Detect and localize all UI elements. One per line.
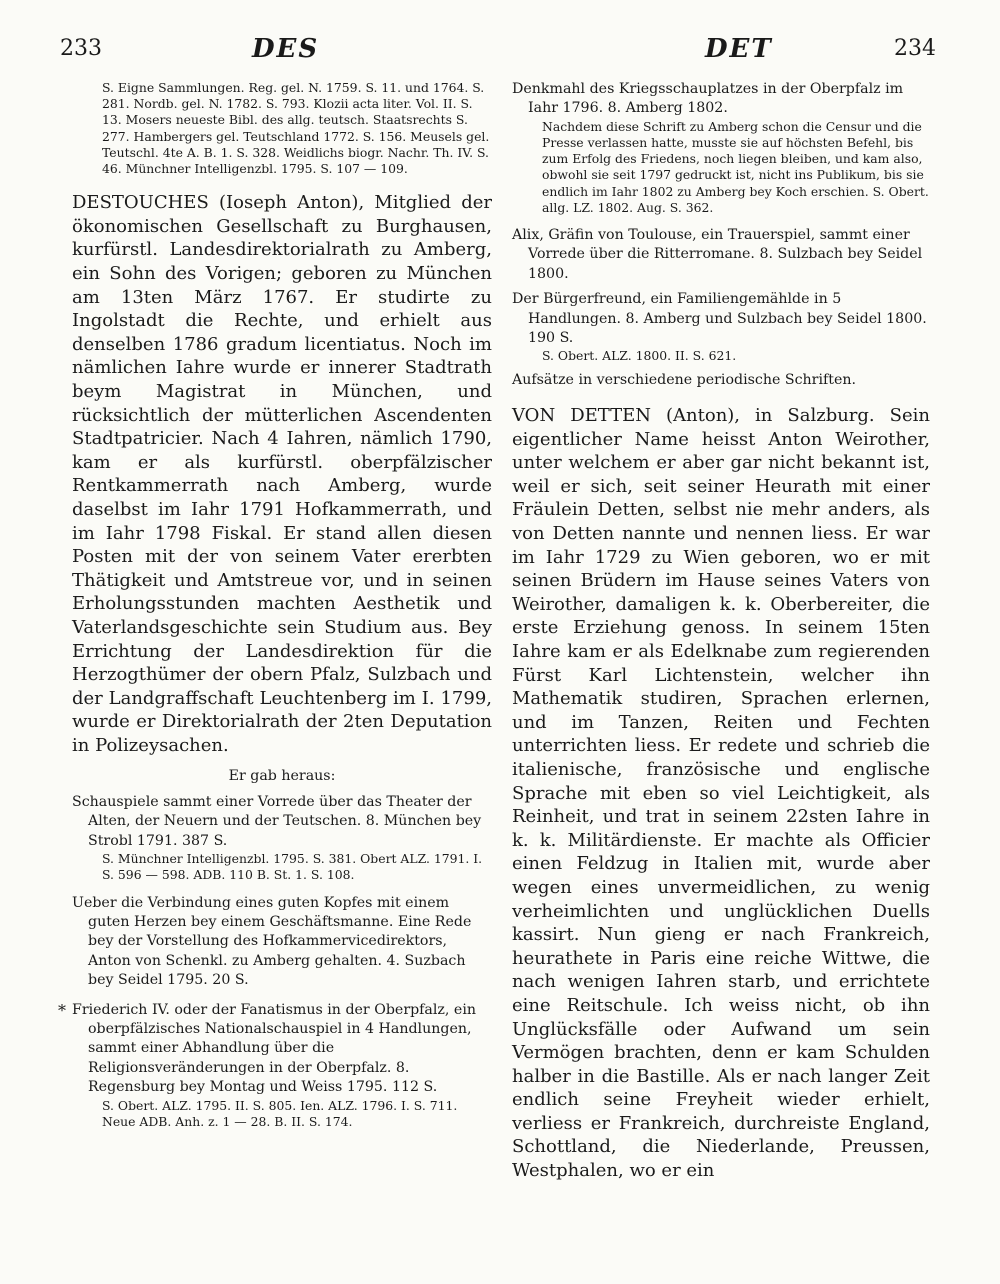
bibliography-entry: Aufsätze in verschiedene periodische Schriften. — [512, 371, 856, 388]
right-page-number: 234 — [894, 36, 936, 61]
left-page-number: 233 — [60, 36, 102, 61]
bibliography-entry-starred — [58, 1000, 492, 1098]
source-note: S. Obert. ALZ. 1795. II. S. 805. Ien. ALZ. 1796. I. S. 711. Neue ADB. Anh. z. 1 — 28. B. II. S. 174. — [102, 1097, 458, 1129]
right-running-title: DET — [705, 34, 773, 64]
biography-destouches: DESTOUCHES (Ioseph Anton), Mitglied der ökonomischen Gesellschaft zu Burghausen, kurfürstl. Landesdirektorialrath zu Amberg, ein Sohn des Vorigen; geboren zu München am 13ten März 1767. Er studirte zu Ingolstadt die Rechte, und erhielt aus denselben 1786 gradum licentiatus. Noch im nämlichen Iahre wurde er innerer Stadtrath beym Magistrat in München, und rücksichtlich der mütterlichen Ascendenten Stadtpatricier. Nach 4 Iahren, nämlich 1790, kam er als kurfürstl. oberpfälzischer Rentkammerrath nach Amberg, wurde daselbst im Iahr 1791 Hofkammerrath, und im Iahr 1798 Fiskal. Er stand allen diesen Posten mit der von seinem Vater ererbten Thätigkeit und Amtstreue vor, und in seinen Erholungsstunden machten Aesthetik und Vaterlandsgeschichte sein Studium aus. Bey Errichtung der Landesdirektion für die Herzogthümer der obern Pfalz, Sulzbach und der Landgraffschaft Leuchtenberg im I. 1799, wurde er Direktorialrath der 2ten Deputation in Polizeysachen. — [72, 192, 492, 756]
source-note: S. Münchner Intelligenzbl. 1795. S. 381. Obert ALZ. 1791. I. S. 596 — 598. ADB. 110 B. St. 1. S. 108. — [102, 851, 483, 883]
section-heading: Er gab heraus: — [228, 768, 336, 785]
bibliography-entry: Schauspiele sammt einer Vorrede über das Theater der Alten, der Neuern und der Teutschen. 8. München bey Strobl 1791. 387 S. — [72, 793, 482, 849]
biography-von-detten: VON DETTEN (Anton), in Salzburg. Sein eigentlicher Name heisst Anton Weirother, unter welchem er aber gar nicht bekannt ist, weil er sich, seit seiner Heurath mit einer Fräulein Detten, selbst nie mehr anders, als von Detten nannte und nennen liess. Er war im Iahr 1729 zu Wien geboren, wo er mit seinen Brüdern im Hause seines Vaters von Weirother, damaligen k. k. Oberbereiter, die erste Erziehung genoss. In seinem 15ten Iahre kam er als Edelknabe zum regierenden Fürst Karl Lichtenstein, welcher ihn Mathematik studiren, Sprachen erlernen, und im Tanzen, Reiten und Fechten unterrichten liess. Er redete und schrieb die italienische, französische und englische Sprache mit eben so viel Leichtigkeit, als Reinheit, und trat in seinem 22sten Iahre in k. k. Militärdienste. Er machte als Officier einen Feldzug in Italien mit, wurde aber wegen eines unvermeidlichen, zu wenig verheimlichten und unglücklichen Duells kassirt. Nun gieng er nach Frankreich, heurathete in Paris eine reiche Wittwe, die nach wenigen Iahren starb, und errichtete eine Reitschule. Ich weiss nicht, ob ihn Unglücksfälle oder Aufwand um sein Vermögen brachten, denn er kam Schulden halber in die Bastille. Als er nach langer Zeit endlich seine Freyheit wieder erhielt, verliess er Frankreich, durchreiste England, Schottland, die Niederlande, Preussen, Westphalen, wo er ein — [512, 405, 930, 1182]
source-note: S. Eigne Sammlungen. Reg. gel. N. 1759. S. 11. und 1764. S. 281. Nordb. gel. N. 1782. S. 793. Klozii acta liter. Vol. II. S. 13. Mosers neueste Bibl. des allg. teutsch. Staatsrechts S. 277. Hambergers gel. Teutschland 1772. S. 156. Meusels gel. Teutschl. 4te A. B. 1. S. 328. Weidlichs biogr. Nachr. Th. IV. S. 46. Münchner Intelligenzbl. 1795. S. 107 — 109. — [102, 80, 490, 177]
asterisk-mark: * — [58, 1000, 66, 1020]
bibliography-entry: Denkmahl des Kriegsschauplatzes in der Oberpfalz im Iahr 1796. 8. Amberg 1802. — [512, 81, 904, 117]
source-note: Nachdem diese Schrift zu Amberg schon die Censur und die Presse verlassen hatte, musste sie auf höchsten Befehl, bis zum Erfolg des Friedens, noch liegen bleiben, und kam also, obwohl sie seit 1797 gedruckt ist, nicht ins Publikum, bis sie endlich im Iahr 1802 zu Amberg bey Koch erschien. S. Obert. allg. LZ. 1802. Aug. S. 362. — [542, 118, 929, 215]
source-note: S. Obert. ALZ. 1800. II. S. 621. — [542, 348, 737, 364]
left-running-title: DES — [252, 34, 320, 64]
bibliography-entry: Ueber die Verbindung eines guten Kopfes mit einem guten Herzen bey einem Geschäftsmanne. Eine Rede bey der Vorstellung des Hofkammervicedirektors, Anton von Schenkl. zu Amberg gehalten. 4. Suzbach bey Seidel 1795. 20 S. — [72, 894, 472, 989]
running-header — [60, 36, 940, 70]
bibliography-entry: Friederich IV. oder der Fanatismus in der Oberpfalz, ein oberpfälzisches Nationalschauspiel in 4 Handlungen, sammt einer Abhandlung über die Religionsveränderungen in der Oberpfalz. 8. Regensburg bey Montag und Weiss 1795. 112 S. — [72, 1001, 476, 1096]
right-column — [512, 80, 930, 1183]
left-column — [58, 80, 492, 1130]
bibliography-entry: Alix, Gräfin von Toulouse, ein Trauerspiel, sammt einer Vorrede über die Ritterromane. 8. Sulzbach bey Seidel 1800. — [512, 227, 923, 282]
bibliography-entry: Der Bürgerfreund, ein Familiengemählde in 5 Handlungen. 8. Amberg und Sulzbach bey Seidel 1800. 190 S. — [512, 291, 927, 347]
